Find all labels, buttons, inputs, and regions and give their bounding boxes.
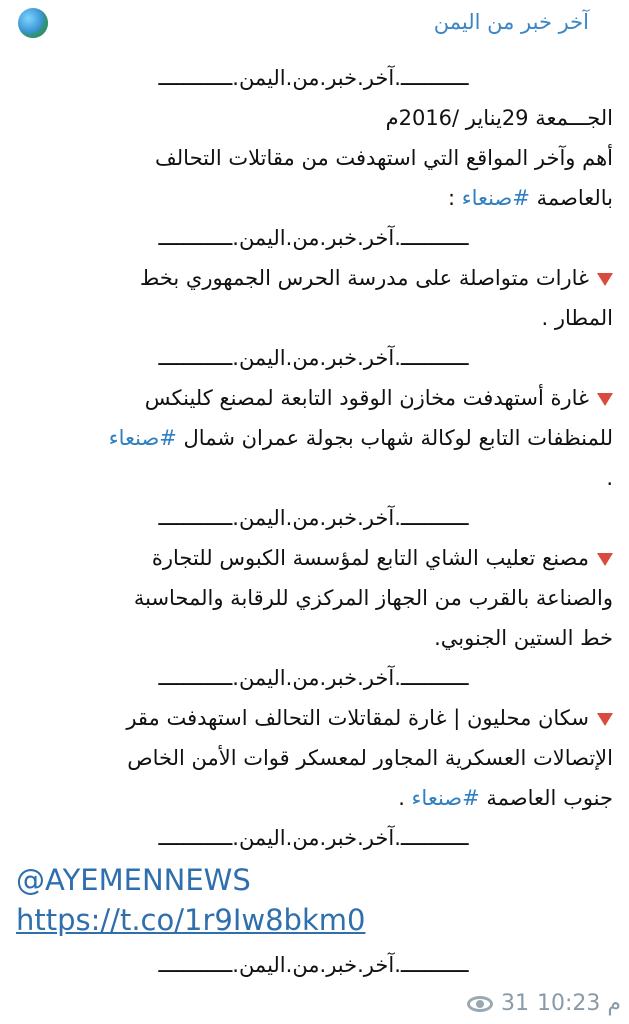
separator: ـــــــــــ.آخر.خبر.من.اليمن.ــــــــــــ <box>158 826 469 850</box>
date-line: الجـــمعة 29يناير /2016م <box>385 106 613 130</box>
red-triangle-icon <box>597 393 613 406</box>
message-body <box>14 58 613 858</box>
list-item: غارة أستهدفت مخازن الوقود التابعة لمصنع كلينكس <box>14 378 613 418</box>
message-meta <box>467 991 621 1016</box>
list-item: سكان محليون | غارة لمقاتلات التحالف استهدفت مقر <box>14 698 613 738</box>
separator: ـــــــــــ.آخر.خبر.من.اليمن.ــــــــــــ <box>158 226 469 250</box>
separator: ـــــــــــ.آخر.خبر.من.اليمن.ــــــــــــ <box>158 953 469 977</box>
channel-header[interactable] <box>14 10 589 34</box>
intro-line: أهم وآخر المواقع التي استهدفت من مقاتلات التحالف <box>155 146 613 170</box>
view-count: 31 <box>500 991 529 1016</box>
url-link[interactable]: https://t.co/1r9Iw8bkm0 <box>16 903 366 937</box>
red-triangle-icon <box>597 553 613 566</box>
list-item-cont: المطار . <box>541 306 613 330</box>
separator: ـــــــــــ.آخر.خبر.من.اليمن.ــــــــــــ <box>158 666 469 690</box>
hashtag-link[interactable]: #صنعاء <box>411 786 480 810</box>
list-item-cont: . <box>606 466 613 490</box>
list-item-cont: للمنظفات التابع لوكالة شهاب بجولة عمران شمال #صنعاء <box>108 426 613 450</box>
list-item: غارات متواصلة على مدرسة الحرس الجمهوري بخط <box>14 258 613 298</box>
timestamp: 10:23 م <box>536 991 621 1016</box>
red-triangle-icon <box>597 713 613 726</box>
hashtag-link[interactable]: #صنعاء <box>461 186 530 210</box>
separator: ـــــــــــ.آخر.خبر.من.اليمن.ــــــــــــ <box>158 506 469 530</box>
list-item: مصنع تعليب الشاي التابع لمؤسسة الكبوس للتجارة <box>14 538 613 578</box>
hashtag-link[interactable]: #صنعاء <box>108 426 177 450</box>
separator: ـــــــــــ.آخر.خبر.من.اليمن.ــــــــــــ <box>158 346 469 370</box>
handle-link[interactable]: @AYEMENNEWS <box>16 863 251 897</box>
separator: ـــــــــــ.آخر.خبر.من.اليمن.ــــــــــــ <box>158 66 469 90</box>
links-block <box>16 860 365 940</box>
list-item-cont: والصناعة بالقرب من الجهاز المركزي للرقابة والمحاسبة <box>133 586 613 610</box>
red-triangle-icon <box>597 273 613 286</box>
list-item-cont: الإتصالات العسكرية المجاور لمعسكر قوات الأمن الخاص <box>127 746 613 770</box>
intro-line-2: بالعاصمة #صنعاء : <box>447 186 613 210</box>
eye-icon <box>467 996 493 1012</box>
channel-name[interactable]: آخر خبر من اليمن <box>433 10 589 34</box>
globe-icon <box>18 8 48 38</box>
list-item-cont: خط الستين الجنوبي. <box>434 626 613 650</box>
list-item-cont: جنوب العاصمة #صنعاء . <box>398 786 613 810</box>
